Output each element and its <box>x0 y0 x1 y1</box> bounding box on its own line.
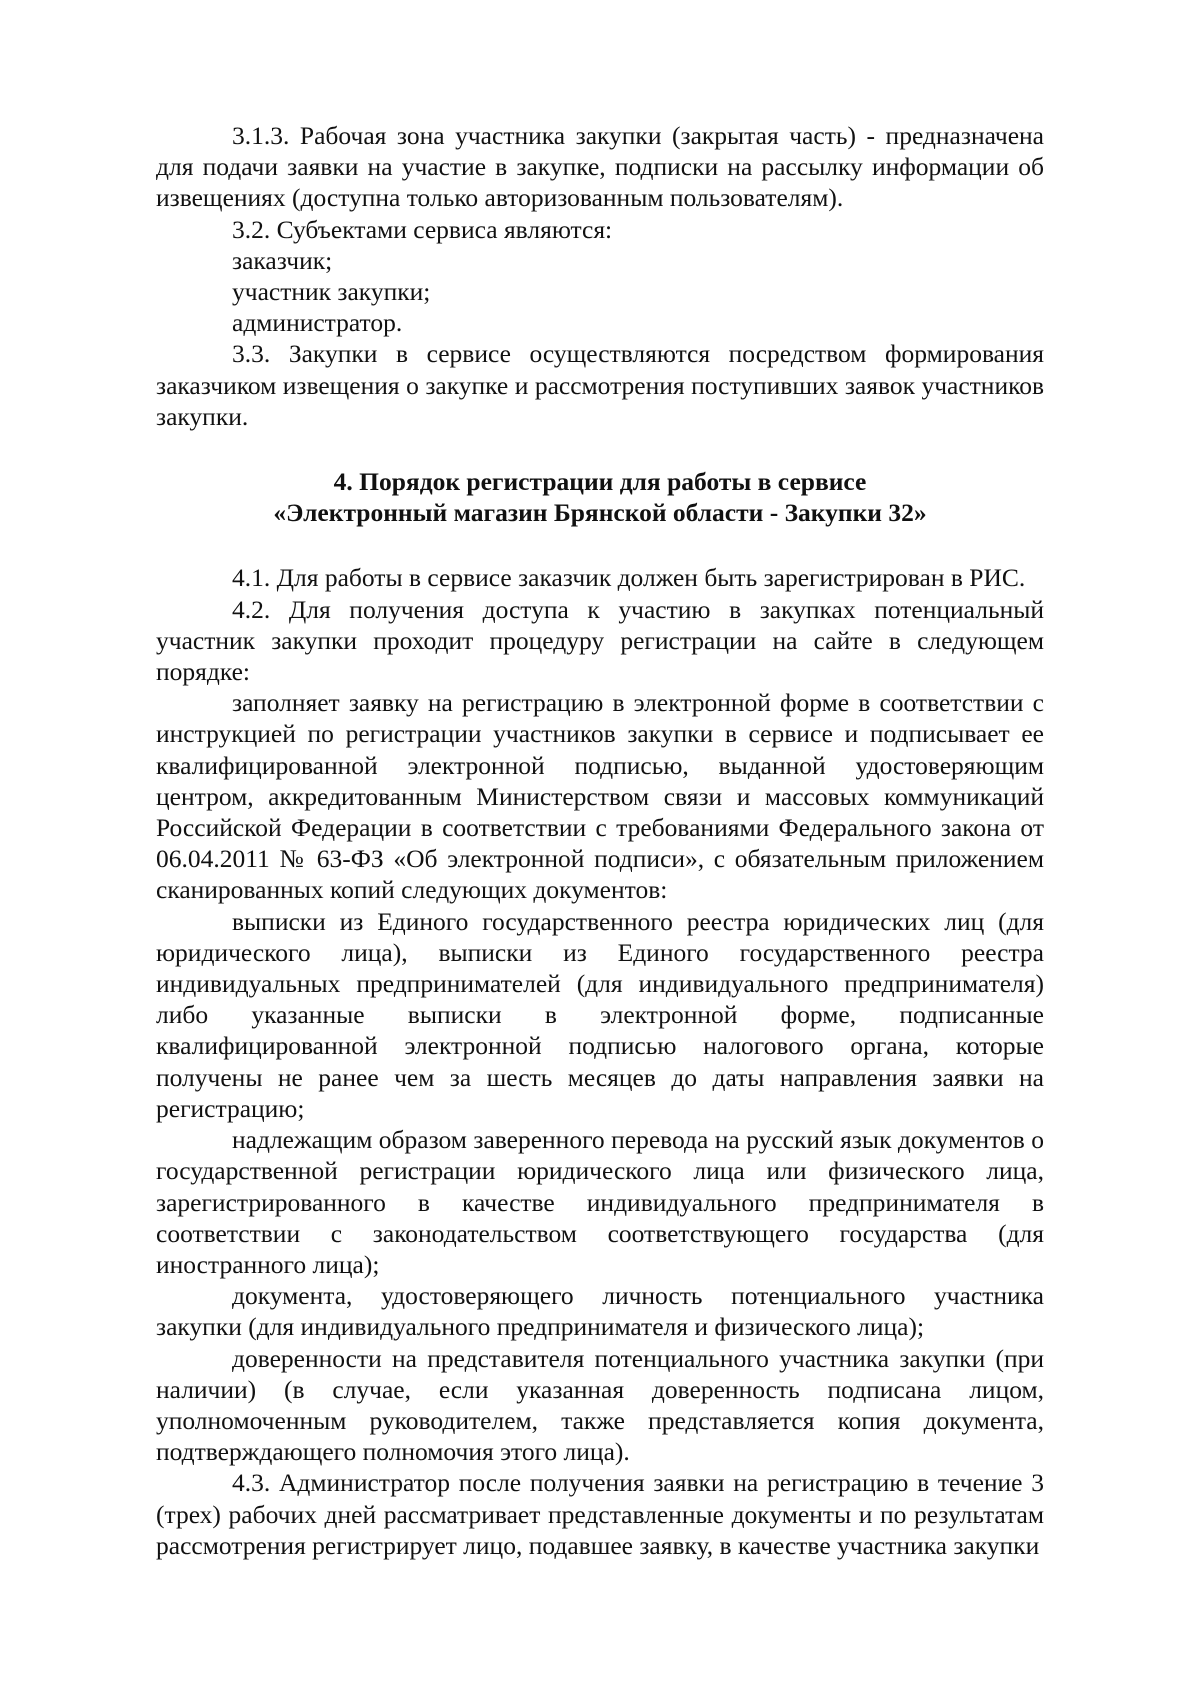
paragraph-3-3: 3.3. Закупки в сервисе осуществляются посредством формирования заказчиком извещения о закупке и рассмотрения поступивших заявок участников закупки. <box>156 339 1044 431</box>
paragraph-3-2: 3.2. Субъектами сервиса являются: <box>232 214 613 244</box>
paragraph-fill-application: заполняет заявку на регистрацию в электронной форме в соответствии с инструкцией по регистрации участников закупки в сервисе и подписывает ее квалифицированной электронной подписью, выданной удостоверяющим центром, аккредитованным Министерством связи и массовых коммуникаций Российской Федерации в соответствии с требованиями Федерального закона от 06.04.2011 № 63-ФЗ «Об электронной подписи», с обязательным приложением сканированных копий следующих документов: <box>156 688 1044 905</box>
paragraph-4-1: 4.1. Для работы в сервисе заказчик должен быть зарегистрирован в РИС. <box>232 563 1026 593</box>
paragraph-identity-document: документа, удостоверяющего личность потенциального участника закупки (для индивидуального предпринимателя и физического лица); <box>156 1281 1044 1342</box>
document-page <box>156 120 1044 1561</box>
paragraph-3-1-3: 3.1.3. Рабочая зона участника закупки (закрытая часть) - предназначена для подачи заявки на участие в закупке, подписки на рассылку информации об извещениях (доступна только авторизованным пользователям). <box>156 121 1044 213</box>
subject-customer: заказчик; <box>232 245 333 275</box>
heading-line-2: «Электронный магазин Брянской области - Закупки 32» <box>273 498 927 528</box>
paragraph-4-2: 4.2. Для получения доступа к участию в закупках потенциальный участник закупки проходит процедуру регистрации на сайте в следующем порядке: <box>156 594 1044 687</box>
subject-participant: участник закупки; <box>232 277 431 307</box>
paragraph-extracts: выписки из Единого государственного реестра юридических лиц (для юридического лица), выписки из Единого государственного реестра индивидуальных предпринимателей (для индивидуального предпринимателя) либо указанные выписки в электронной форме, подписанные квалифицированной электронной подписью налогового органа, которые получены не ранее чем за шесть месяцев до даты направления заявки на регистрацию; <box>156 906 1044 1123</box>
subject-administrator: администратор. <box>232 308 403 338</box>
heading-line-1: 4. Порядок регистрации для работы в сервисе <box>333 467 867 497</box>
paragraph-power-of-attorney: доверенности на представителя потенциального участника закупки (при наличии) (в случае, если указанная доверенность подписана лицом, уполномоченным руководителем, также представляется копия документа, подтверждающего полномочия этого лица). <box>156 1343 1044 1467</box>
section-4-heading <box>156 466 1044 528</box>
paragraph-translation: надлежащим образом заверенного перевода на русский язык документов о государственной регистрации юридического лица или физического лица, зарегистрированного в качестве индивидуального предпринимателя в соответствии с законодательством соответствующего государства (для иностранного лица); <box>156 1125 1044 1279</box>
paragraph-4-3: 4.3. Администратор после получения заявки на регистрацию в течение 3 (трех) рабочих дней рассматривает представленные документы и по результатам рассмотрения регистрирует лицо, подавшее заявку, в качестве участника закупки <box>156 1468 1044 1560</box>
